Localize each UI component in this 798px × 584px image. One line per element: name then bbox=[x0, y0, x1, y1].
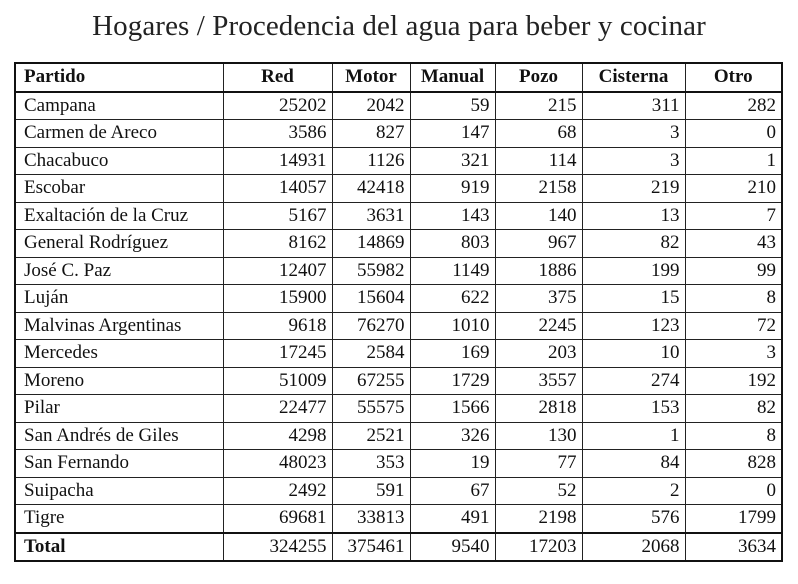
cell-manual: 143 bbox=[410, 202, 495, 230]
cell-manual: 1729 bbox=[410, 367, 495, 395]
table-row bbox=[15, 395, 782, 423]
cell-motor: 55575 bbox=[332, 395, 410, 423]
cell-cisterna: 13 bbox=[582, 202, 685, 230]
cell-pozo: 2198 bbox=[495, 505, 582, 533]
cell-cisterna: 84 bbox=[582, 450, 685, 478]
cell-partido: Pilar bbox=[15, 395, 223, 423]
cell-red: 48023 bbox=[223, 450, 332, 478]
cell-pozo: 114 bbox=[495, 147, 582, 175]
table-row bbox=[15, 450, 782, 478]
cell-pozo: 967 bbox=[495, 230, 582, 258]
table-row bbox=[15, 340, 782, 368]
table-row bbox=[15, 120, 782, 148]
cell-otro: 210 bbox=[685, 175, 782, 203]
table-total-row bbox=[15, 533, 782, 562]
cell-red: 69681 bbox=[223, 505, 332, 533]
cell-partido: San Fernando bbox=[15, 450, 223, 478]
cell-cisterna: 219 bbox=[582, 175, 685, 203]
cell-motor: 2042 bbox=[332, 92, 410, 120]
cell-otro: 828 bbox=[685, 450, 782, 478]
cell-motor: 827 bbox=[332, 120, 410, 148]
total-cell-partido: Total bbox=[15, 533, 223, 562]
cell-motor: 33813 bbox=[332, 505, 410, 533]
cell-motor: 55982 bbox=[332, 257, 410, 285]
cell-red: 14057 bbox=[223, 175, 332, 203]
cell-red: 17245 bbox=[223, 340, 332, 368]
cell-pozo: 215 bbox=[495, 92, 582, 120]
cell-partido: Carmen de Areco bbox=[15, 120, 223, 148]
cell-red: 4298 bbox=[223, 422, 332, 450]
cell-manual: 491 bbox=[410, 505, 495, 533]
cell-pozo: 130 bbox=[495, 422, 582, 450]
cell-partido: General Rodríguez bbox=[15, 230, 223, 258]
cell-manual: 326 bbox=[410, 422, 495, 450]
cell-partido: Campana bbox=[15, 92, 223, 120]
cell-red: 9618 bbox=[223, 312, 332, 340]
cell-manual: 147 bbox=[410, 120, 495, 148]
cell-pozo: 3557 bbox=[495, 367, 582, 395]
cell-cisterna: 1 bbox=[582, 422, 685, 450]
total-cell-manual: 9540 bbox=[410, 533, 495, 562]
table-row bbox=[15, 367, 782, 395]
cell-otro: 99 bbox=[685, 257, 782, 285]
cell-red: 51009 bbox=[223, 367, 332, 395]
cell-otro: 0 bbox=[685, 477, 782, 505]
cell-partido: Suipacha bbox=[15, 477, 223, 505]
table-row bbox=[15, 257, 782, 285]
cell-red: 2492 bbox=[223, 477, 332, 505]
cell-motor: 353 bbox=[332, 450, 410, 478]
cell-motor: 1126 bbox=[332, 147, 410, 175]
table-row bbox=[15, 230, 782, 258]
column-header-pozo: Pozo bbox=[495, 63, 582, 92]
cell-motor: 2584 bbox=[332, 340, 410, 368]
cell-cisterna: 15 bbox=[582, 285, 685, 313]
page-title: Hogares / Procedencia del agua para beber y cocinar bbox=[92, 10, 706, 42]
cell-otro: 282 bbox=[685, 92, 782, 120]
cell-pozo: 68 bbox=[495, 120, 582, 148]
table-row bbox=[15, 422, 782, 450]
total-cell-red: 324255 bbox=[223, 533, 332, 562]
cell-red: 25202 bbox=[223, 92, 332, 120]
total-cell-motor: 375461 bbox=[332, 533, 410, 562]
cell-cisterna: 123 bbox=[582, 312, 685, 340]
cell-partido: Mercedes bbox=[15, 340, 223, 368]
cell-motor: 14869 bbox=[332, 230, 410, 258]
table-row bbox=[15, 312, 782, 340]
cell-manual: 321 bbox=[410, 147, 495, 175]
table-row bbox=[15, 477, 782, 505]
cell-manual: 803 bbox=[410, 230, 495, 258]
total-cell-cisterna: 2068 bbox=[582, 533, 685, 562]
cell-manual: 67 bbox=[410, 477, 495, 505]
cell-cisterna: 153 bbox=[582, 395, 685, 423]
table-row bbox=[15, 285, 782, 313]
cell-partido: San Andrés de Giles bbox=[15, 422, 223, 450]
cell-otro: 1 bbox=[685, 147, 782, 175]
cell-motor: 2521 bbox=[332, 422, 410, 450]
cell-otro: 192 bbox=[685, 367, 782, 395]
cell-cisterna: 199 bbox=[582, 257, 685, 285]
water-source-table bbox=[14, 62, 783, 562]
column-header-manual: Manual bbox=[410, 63, 495, 92]
cell-motor: 42418 bbox=[332, 175, 410, 203]
cell-manual: 19 bbox=[410, 450, 495, 478]
column-header-cisterna: Cisterna bbox=[582, 63, 685, 92]
cell-manual: 622 bbox=[410, 285, 495, 313]
cell-red: 12407 bbox=[223, 257, 332, 285]
cell-partido: Luján bbox=[15, 285, 223, 313]
table-row bbox=[15, 202, 782, 230]
cell-red: 15900 bbox=[223, 285, 332, 313]
cell-motor: 591 bbox=[332, 477, 410, 505]
cell-otro: 3 bbox=[685, 340, 782, 368]
cell-manual: 169 bbox=[410, 340, 495, 368]
column-header-motor: Motor bbox=[332, 63, 410, 92]
cell-cisterna: 576 bbox=[582, 505, 685, 533]
column-header-otro: Otro bbox=[685, 63, 782, 92]
cell-pozo: 2158 bbox=[495, 175, 582, 203]
cell-pozo: 375 bbox=[495, 285, 582, 313]
cell-pozo: 2818 bbox=[495, 395, 582, 423]
table-row bbox=[15, 505, 782, 533]
cell-motor: 76270 bbox=[332, 312, 410, 340]
cell-pozo: 140 bbox=[495, 202, 582, 230]
cell-partido: Tigre bbox=[15, 505, 223, 533]
table-row bbox=[15, 147, 782, 175]
cell-partido: Exaltación de la Cruz bbox=[15, 202, 223, 230]
cell-otro: 8 bbox=[685, 422, 782, 450]
cell-pozo: 52 bbox=[495, 477, 582, 505]
cell-red: 22477 bbox=[223, 395, 332, 423]
cell-pozo: 1886 bbox=[495, 257, 582, 285]
cell-otro: 72 bbox=[685, 312, 782, 340]
cell-partido: Chacabuco bbox=[15, 147, 223, 175]
cell-pozo: 2245 bbox=[495, 312, 582, 340]
cell-pozo: 77 bbox=[495, 450, 582, 478]
cell-partido: Moreno bbox=[15, 367, 223, 395]
column-header-red: Red bbox=[223, 63, 332, 92]
cell-red: 14931 bbox=[223, 147, 332, 175]
cell-manual: 919 bbox=[410, 175, 495, 203]
cell-cisterna: 2 bbox=[582, 477, 685, 505]
cell-cisterna: 10 bbox=[582, 340, 685, 368]
column-header-partido: Partido bbox=[15, 63, 223, 92]
cell-red: 5167 bbox=[223, 202, 332, 230]
cell-partido: Escobar bbox=[15, 175, 223, 203]
cell-red: 8162 bbox=[223, 230, 332, 258]
cell-manual: 1566 bbox=[410, 395, 495, 423]
table-row bbox=[15, 92, 782, 120]
table-row bbox=[15, 175, 782, 203]
cell-otro: 0 bbox=[685, 120, 782, 148]
cell-motor: 15604 bbox=[332, 285, 410, 313]
cell-manual: 1010 bbox=[410, 312, 495, 340]
cell-motor: 3631 bbox=[332, 202, 410, 230]
cell-partido: Malvinas Argentinas bbox=[15, 312, 223, 340]
cell-manual: 1149 bbox=[410, 257, 495, 285]
cell-otro: 43 bbox=[685, 230, 782, 258]
cell-manual: 59 bbox=[410, 92, 495, 120]
cell-cisterna: 3 bbox=[582, 147, 685, 175]
cell-otro: 1799 bbox=[685, 505, 782, 533]
cell-cisterna: 82 bbox=[582, 230, 685, 258]
table-header-row bbox=[15, 63, 782, 92]
cell-cisterna: 274 bbox=[582, 367, 685, 395]
cell-motor: 67255 bbox=[332, 367, 410, 395]
total-cell-pozo: 17203 bbox=[495, 533, 582, 562]
cell-red: 3586 bbox=[223, 120, 332, 148]
cell-cisterna: 3 bbox=[582, 120, 685, 148]
cell-otro: 7 bbox=[685, 202, 782, 230]
cell-cisterna: 311 bbox=[582, 92, 685, 120]
cell-partido: José C. Paz bbox=[15, 257, 223, 285]
cell-pozo: 203 bbox=[495, 340, 582, 368]
cell-otro: 82 bbox=[685, 395, 782, 423]
total-cell-otro: 3634 bbox=[685, 533, 782, 562]
cell-otro: 8 bbox=[685, 285, 782, 313]
